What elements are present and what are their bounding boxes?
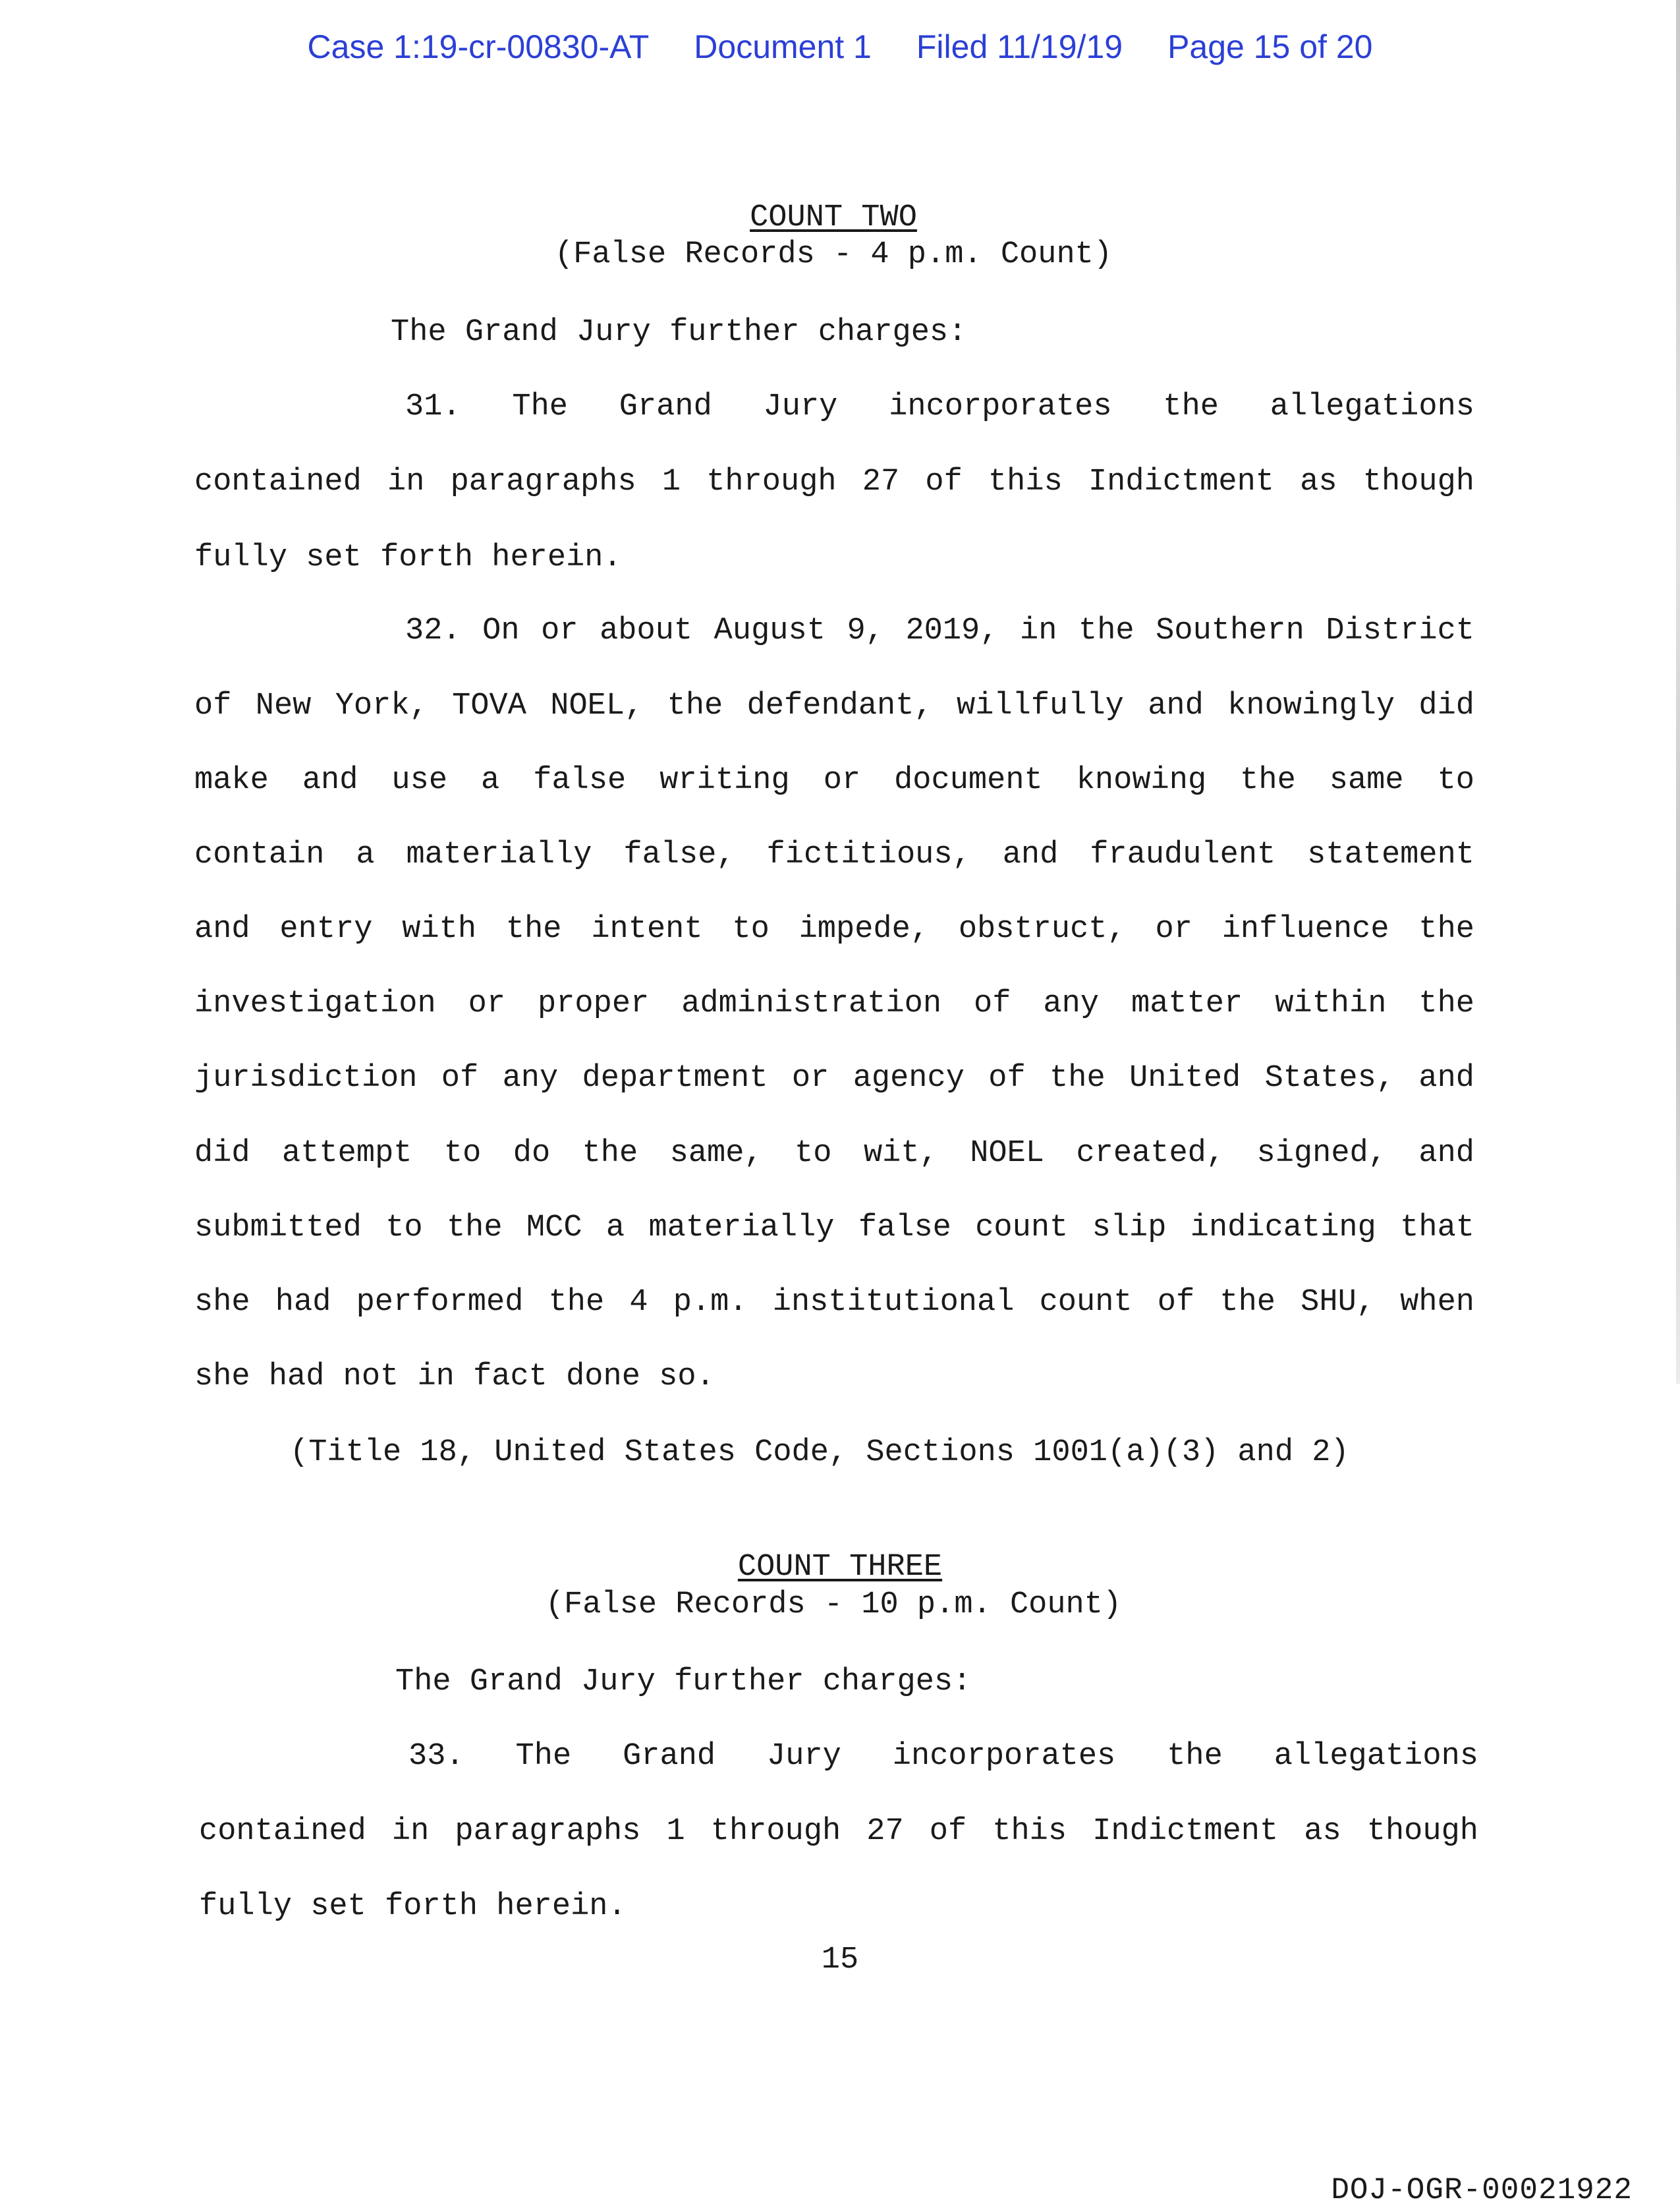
document-number: Document 1 [694, 28, 872, 65]
paragraph-33-line-1: 33. The Grand Jury incorporates the allegations [408, 1739, 1478, 1774]
paragraph-32-line-9: submitted to the MCC a materially false count slip indicating that [194, 1210, 1474, 1245]
paragraph-32-line-8: did attempt to do the same, to wit, NOEL created, signed, and [194, 1136, 1474, 1171]
count-three-intro: The Grand Jury further charges: [395, 1664, 972, 1699]
filed-date: Filed 11/19/19 [916, 28, 1123, 65]
count-two-intro: The Grand Jury further charges: [391, 315, 967, 350]
paragraph-31-line-2: contained in paragraphs 1 through 27 of this Indictment as though [194, 465, 1474, 499]
paragraph-32-line-10: she had performed the 4 p.m. institutional count of the SHU, when [194, 1285, 1474, 1320]
paragraph-32-line-7: jurisdiction of any department or agency of the United States, and [194, 1061, 1474, 1096]
case-number: Case 1:19-cr-00830-AT [307, 28, 650, 65]
paragraph-32-line-4: contain a materially false, fictitious, and fraudulent statement [194, 837, 1474, 872]
count-three-title: COUNT THREE [737, 1550, 943, 1585]
count-two-subtitle: (False Records - 4 p.m. Count) [554, 237, 1113, 272]
paragraph-32-line-2: of New York, TOVA NOEL, the defendant, willfully and knowingly did [194, 689, 1474, 723]
count-three-subtitle: (False Records - 10 p.m. Count) [545, 1587, 1122, 1622]
scan-edge [1676, 0, 1680, 1384]
paragraph-32-line-6: investigation or proper administration of any matter within the [194, 986, 1474, 1021]
court-filing-header [0, 28, 1680, 66]
page-indicator: Page 15 of 20 [1167, 28, 1373, 65]
paragraph-31-line-3: fully set forth herein. [194, 540, 622, 575]
paragraph-32-line-3: make and use a false writing or document knowing the same to [194, 763, 1474, 798]
bates-number: DOJ-OGR-00021922 [1331, 2173, 1633, 2207]
paragraph-33-line-3: fully set forth herein. [199, 1889, 627, 1924]
paragraph-32-line-5: and entry with the intent to impede, obstruct, or influence the [194, 912, 1474, 947]
paragraph-32-line-11: she had not in fact done so. [194, 1359, 715, 1394]
page-number: 15 [821, 1943, 859, 1977]
paragraph-32-line-1: 32. On or about August 9, 2019, in the Southern District [405, 613, 1474, 648]
count-two-title: COUNT TWO [750, 200, 917, 235]
paragraph-31-line-1: 31. The Grand Jury incorporates the allegations [405, 389, 1474, 424]
paragraph-33-line-2: contained in paragraphs 1 through 27 of this Indictment as though [199, 1814, 1478, 1849]
count-two-citation: (Title 18, United States Code, Sections 1001(a)(3) and 2) [290, 1435, 1349, 1470]
